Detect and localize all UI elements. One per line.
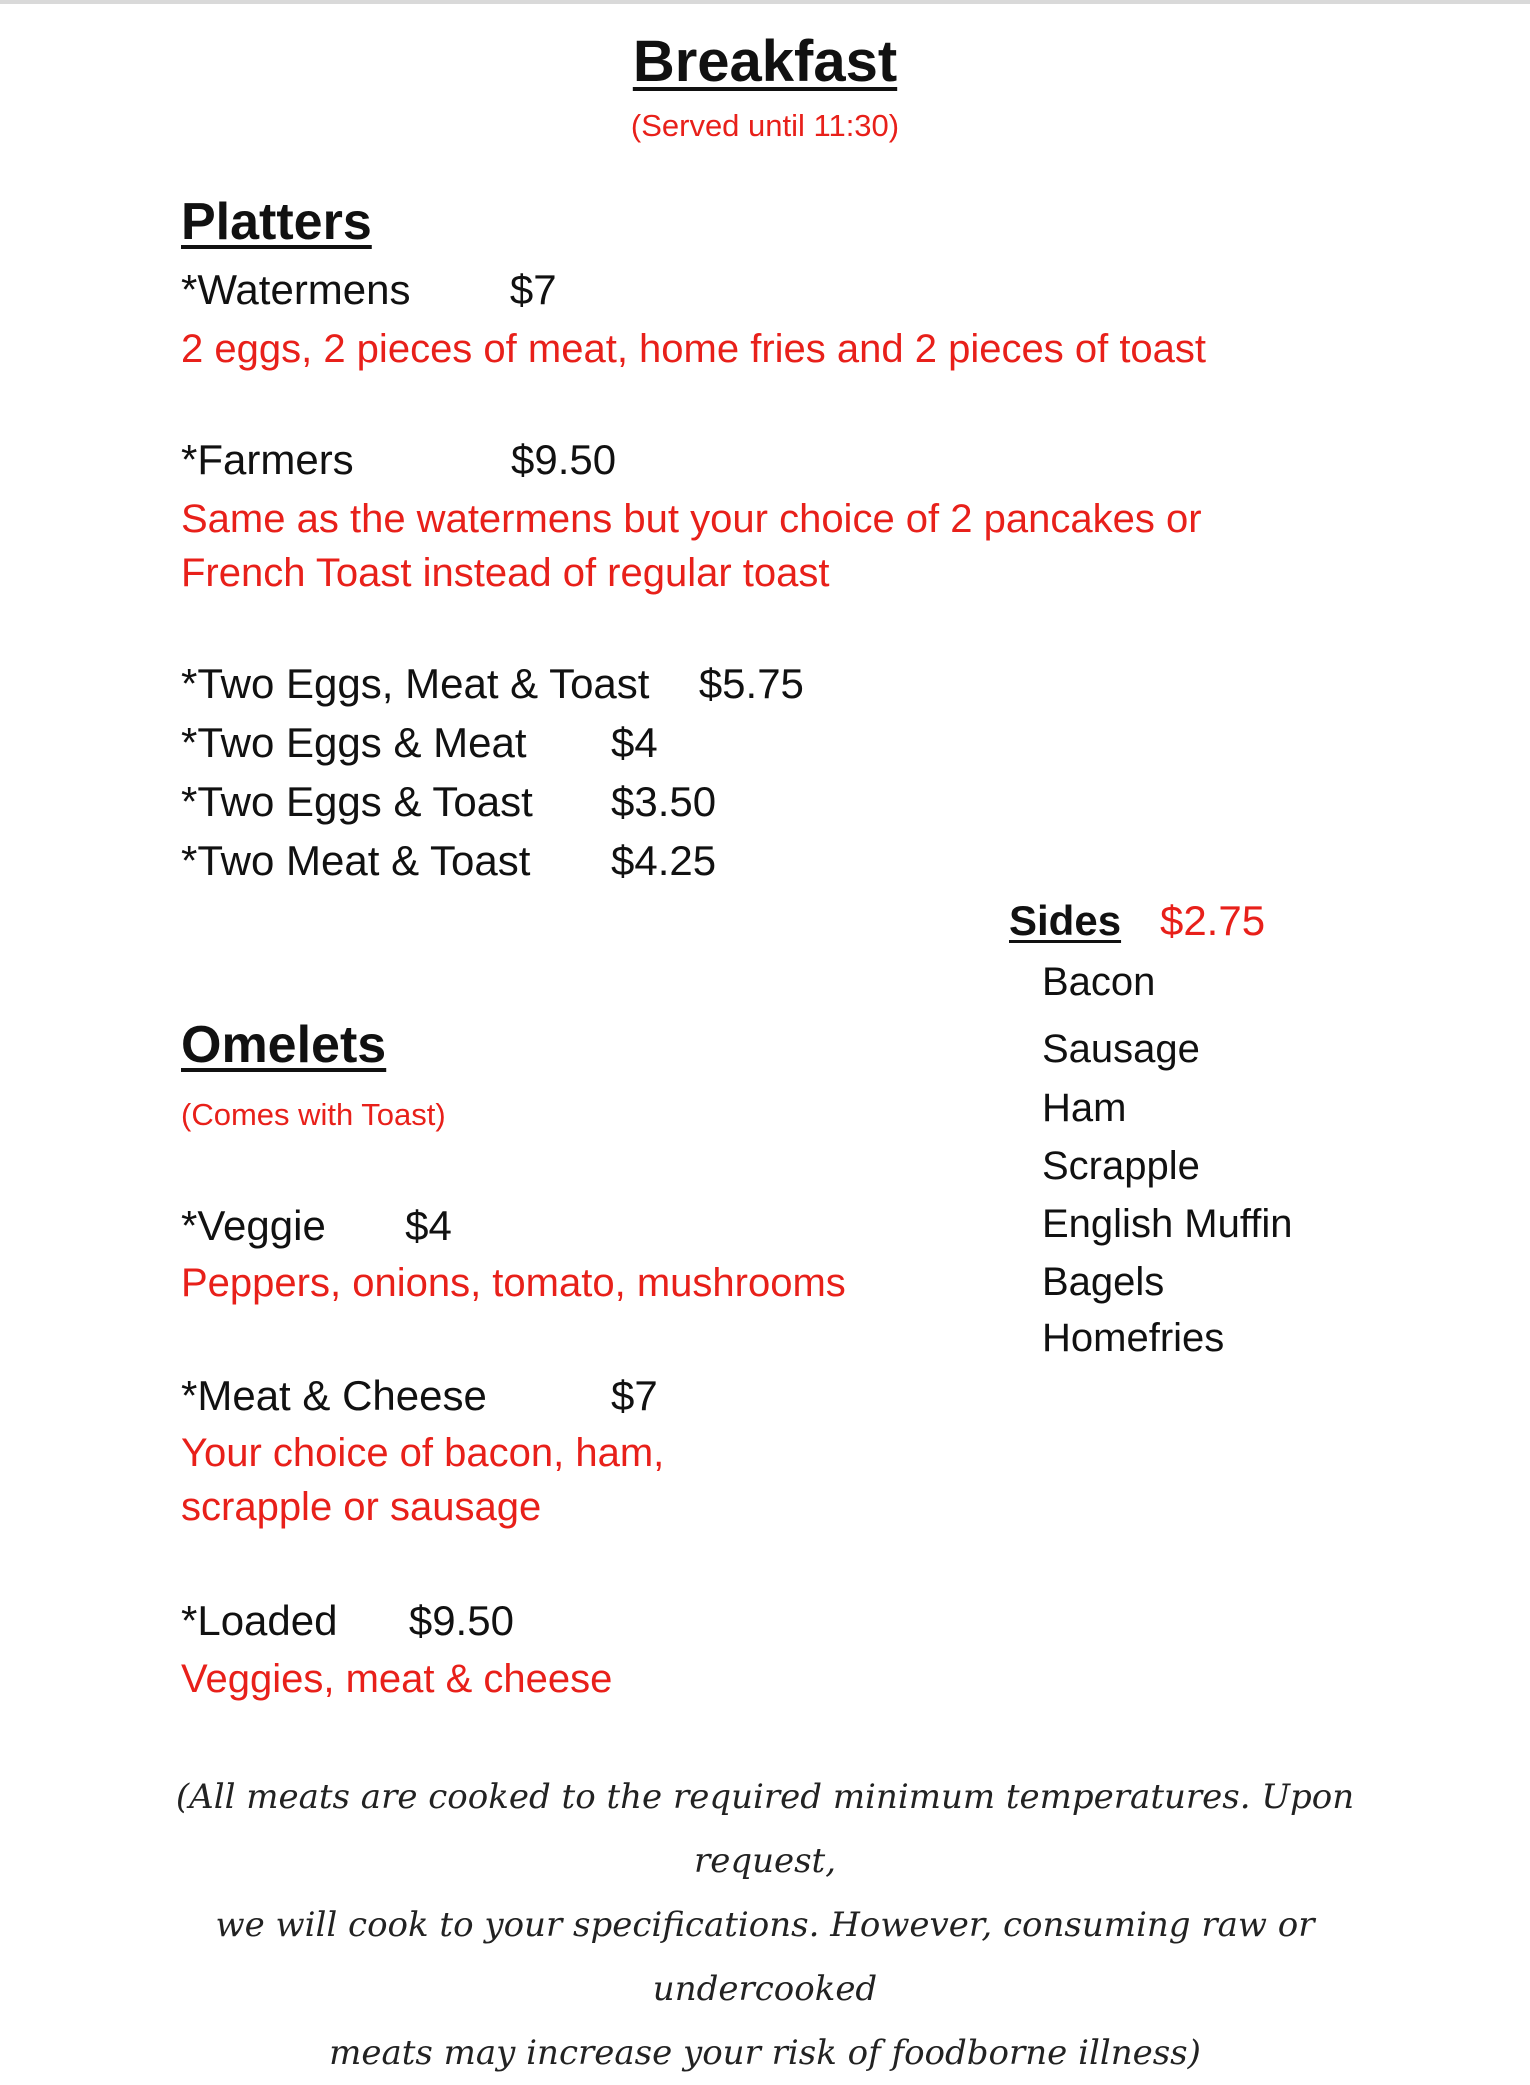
side-item: Ham [1042, 1086, 1127, 1130]
omelet-item-meat-cheese [181, 1372, 487, 1420]
item-name: *Veggie [181, 1202, 326, 1249]
platter-price-two-eggs-toast: $3.50 [611, 778, 717, 825]
side-item: Scrapple [1042, 1144, 1200, 1188]
side-item: English Muffin [1042, 1202, 1293, 1246]
sides-price: $2.75 [1159, 897, 1266, 944]
item-name: *Farmers [181, 436, 354, 483]
menu-title: Breakfast [632, 29, 898, 94]
platter-item-watermens [181, 266, 557, 314]
omelets-heading: Omelets [181, 1016, 387, 1074]
item-price: $9.50 [511, 436, 617, 483]
omelet-description-meat-cheese-line2: scrapple or sausage [181, 1485, 542, 1529]
side-item: Homefries [1042, 1316, 1225, 1360]
item-name: *Two Eggs, Meat & Toast [181, 660, 650, 707]
omelet-description-loaded: Veggies, meat & cheese [181, 1657, 613, 1701]
sides-heading: Sides [1009, 897, 1122, 944]
top-border [0, 0, 1530, 4]
item-price: $9.50 [408, 1597, 514, 1644]
platter-description-watermens: 2 eggs, 2 pieces of meat, home fries and 2 pieces of toast [181, 327, 1207, 371]
omelet-description-meat-cheese-line1: Your choice of bacon, ham, [181, 1431, 665, 1475]
serving-hours: (Served until 11:30) [630, 108, 900, 143]
disclaimer-line-2: we will cook to your specifications. However, consuming raw or undercooked [215, 1905, 1315, 2009]
side-item: Bacon [1042, 960, 1156, 1004]
item-price: $4 [405, 1202, 452, 1249]
side-item: Sausage [1042, 1027, 1200, 1071]
item-name: *Meat & Cheese [181, 1372, 487, 1419]
item-price: $7 [509, 266, 557, 313]
platter-item-two-eggs-toast [181, 778, 533, 826]
omelet-item-loaded [181, 1597, 514, 1645]
platter-price-two-meat-toast: $4.25 [611, 837, 717, 884]
platter-item-two-meat-toast [181, 837, 530, 885]
item-name: *Two Eggs & Toast [181, 778, 533, 825]
item-name: *Loaded [181, 1597, 338, 1644]
item-name: *Watermens [181, 266, 411, 313]
omelets-note: (Comes with Toast) [181, 1097, 446, 1132]
platter-description-farmers-line1: Same as the watermens but your choice of 2 pancakes or [181, 497, 1202, 541]
omelet-item-veggie [181, 1202, 452, 1250]
platter-item-two-eggs-meat [181, 719, 527, 767]
sides-header [1009, 897, 1265, 945]
item-name: *Two Eggs & Meat [181, 719, 527, 766]
item-name: *Two Meat & Toast [181, 837, 531, 884]
platter-description-farmers-line2: French Toast instead of regular toast [181, 551, 830, 595]
disclaimer-line-3: meats may increase your risk of foodborne illness) [329, 2033, 1201, 2073]
omelet-price-meat-cheese: $7 [611, 1372, 658, 1419]
platters-heading: Platters [181, 193, 372, 251]
side-item: Bagels [1042, 1260, 1165, 1304]
platter-item-farmers [181, 436, 616, 484]
platter-price-two-eggs-meat: $4 [611, 719, 658, 766]
platter-item-two-eggs-meat-toast [181, 660, 804, 708]
item-price: $5.75 [698, 660, 804, 707]
disclaimer-line-1: (All meats are cooked to the required minimum temperatures. Upon request, [175, 1777, 1355, 1881]
omelet-description-veggie: Peppers, onions, tomato, mushrooms [181, 1261, 846, 1305]
food-safety-disclaimer [0, 1765, 1530, 2085]
